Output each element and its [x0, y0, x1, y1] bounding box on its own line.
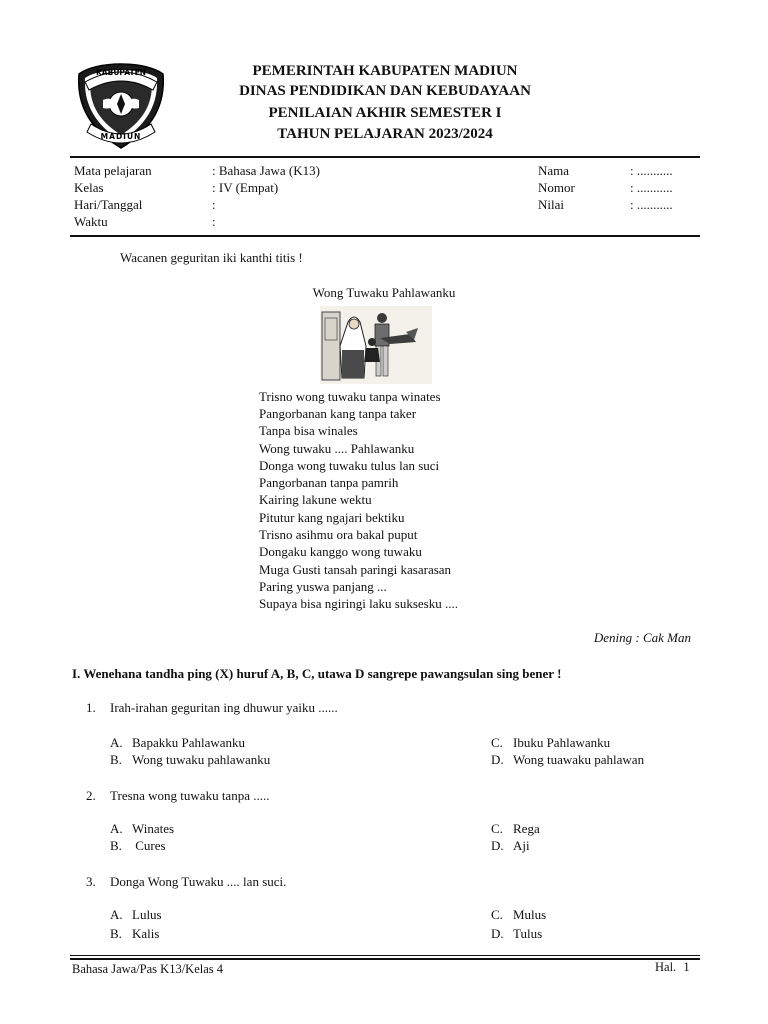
header-line-1: PEMERINTAH KABUPATEN MADIUN: [252, 63, 518, 79]
question-text: Tresna wong tuwaku tanpa .....: [110, 788, 270, 803]
logo-top-text: KABUPATEN: [96, 68, 146, 77]
question-2-option-c[interactable]: [491, 821, 540, 837]
question-1-option-d[interactable]: [491, 752, 644, 768]
poem-line: Muga Gusti tansah paringi kasarasan: [259, 562, 452, 577]
poem-line: Dongaku kanggo wong tuwaku: [259, 544, 422, 559]
kabupaten-madiun-logo: [73, 60, 169, 152]
option-text: Winates: [132, 821, 175, 836]
footer-divider-bottom: [70, 958, 700, 960]
question-1-option-a[interactable]: [110, 735, 245, 751]
question-2-option-d[interactable]: [491, 838, 530, 854]
info-row: [74, 162, 704, 180]
info-row: [74, 179, 704, 197]
poem-line: Tanpa bisa winales: [259, 423, 358, 438]
poem-line: Pangorbanan kang tanpa taker: [259, 406, 417, 421]
option-text: Kalis: [132, 926, 160, 941]
info-label: Hari/Tanggal: [74, 197, 143, 212]
page-label: Hal.: [655, 960, 677, 974]
question-number: 2.: [86, 788, 96, 803]
option-letter: D.: [491, 926, 504, 941]
header-line-2: DINAS PENDIDIKAN DAN KEBUDAYAAN: [239, 83, 531, 99]
option-text: Tulus: [513, 926, 543, 941]
footer-page-number: [655, 960, 690, 975]
option-text: Aji: [513, 838, 530, 853]
question-3-option-d[interactable]: [491, 926, 542, 942]
question-1: [86, 700, 338, 716]
option-letter: A.: [110, 735, 123, 750]
info-value: : ...........: [630, 180, 673, 195]
option-letter: C.: [491, 735, 503, 750]
poem-line: Pitutur kang ngajari bektiku: [259, 510, 405, 525]
info-label: Mata pelajaran: [74, 163, 152, 178]
option-text: Cures: [132, 838, 166, 853]
info-value: : ...........: [630, 163, 673, 178]
parents-illustration: [320, 306, 432, 384]
info-label: Nama: [538, 163, 570, 178]
option-letter: C.: [491, 821, 503, 836]
question-1-option-c[interactable]: [491, 735, 610, 751]
poem-line: Kairing lakune wektu: [259, 492, 372, 507]
question-text: Irah-irahan geguritan ing dhuwur yaiku ......: [110, 700, 338, 715]
question-2-option-b[interactable]: [110, 838, 166, 854]
option-text: Wong tuwaku pahlawanku: [132, 752, 271, 767]
question-2: [86, 788, 269, 804]
poem-line: Trisno wong tuwaku tanpa winates: [259, 389, 441, 404]
footer-course-info: Bahasa Jawa/Pas K13/Kelas 4: [72, 962, 224, 976]
poem-line: Paring yuswa panjang ...: [259, 579, 387, 594]
info-value: :: [212, 214, 216, 229]
question-3-option-a[interactable]: [110, 907, 162, 923]
info-value: :: [212, 197, 216, 212]
option-letter: A.: [110, 907, 123, 922]
question-number: 3.: [86, 874, 96, 889]
reading-instruction: Wacanen geguritan iki kanthi titis !: [120, 250, 303, 265]
question-2-option-a[interactable]: [110, 821, 174, 837]
footer-divider-top: [70, 955, 700, 956]
option-letter: D.: [491, 838, 504, 853]
page-number: 1: [683, 960, 690, 974]
question-3-option-c[interactable]: [491, 907, 546, 923]
section-heading: I. Wenehana tandha ping (X) huruf A, B, C, utawa D sangrepe pawangsulan sing bener !: [72, 666, 562, 681]
option-text: Rega: [513, 821, 540, 836]
option-letter: B.: [110, 838, 122, 853]
info-label: Nomor: [538, 180, 575, 195]
info-label: Waktu: [74, 214, 108, 229]
info-value: : IV (Empat): [212, 180, 279, 195]
info-row: [74, 196, 704, 214]
option-text: Lulus: [132, 907, 162, 922]
option-letter: B.: [110, 752, 122, 767]
poem-line: Trisno asihmu ora bakal puput: [259, 527, 418, 542]
option-letter: A.: [110, 821, 123, 836]
info-value: : Bahasa Jawa (K13): [212, 163, 320, 178]
option-text: Wong tuawaku pahlawan: [513, 752, 645, 767]
question-3-option-b[interactable]: [110, 926, 159, 942]
poem-title: Wong Tuwaku Pahlawanku: [312, 285, 456, 300]
header-line-3: PENILAIAN AKHIR SEMESTER I: [268, 105, 502, 121]
poem-line: Wong tuwaku .... Pahlawanku: [259, 441, 415, 456]
poem-line: Donga wong tuwaku tulus lan suci: [259, 458, 440, 473]
header-divider: [70, 156, 700, 158]
option-text: Mulus: [513, 907, 547, 922]
question-number: 1.: [86, 700, 96, 715]
option-letter: C.: [491, 907, 503, 922]
logo-bottom-text: MADIUN: [100, 132, 142, 141]
option-letter: D.: [491, 752, 504, 767]
question-text: Donga Wong Tuwaku .... lan suci.: [110, 874, 287, 889]
header-line-4: TAHUN PELAJARAN 2023/2024: [277, 126, 493, 142]
poem-author: Dening : Cak Man: [593, 630, 691, 645]
poem-line: Pangorbanan tanpa pamrih: [259, 475, 399, 490]
question-3: [86, 874, 286, 890]
info-divider: [70, 235, 700, 237]
option-text: Bapakku Pahlawanku: [132, 735, 246, 750]
info-label: Nilai: [538, 197, 564, 212]
option-text: Ibuku Pahlawanku: [513, 735, 611, 750]
option-letter: B.: [110, 926, 122, 941]
question-1-option-b[interactable]: [110, 752, 270, 768]
info-value: : ...........: [630, 197, 673, 212]
info-row: [74, 213, 704, 231]
info-label: Kelas: [74, 180, 104, 195]
poem-line: Supaya bisa ngiringi laku suksesku ....: [259, 596, 458, 611]
